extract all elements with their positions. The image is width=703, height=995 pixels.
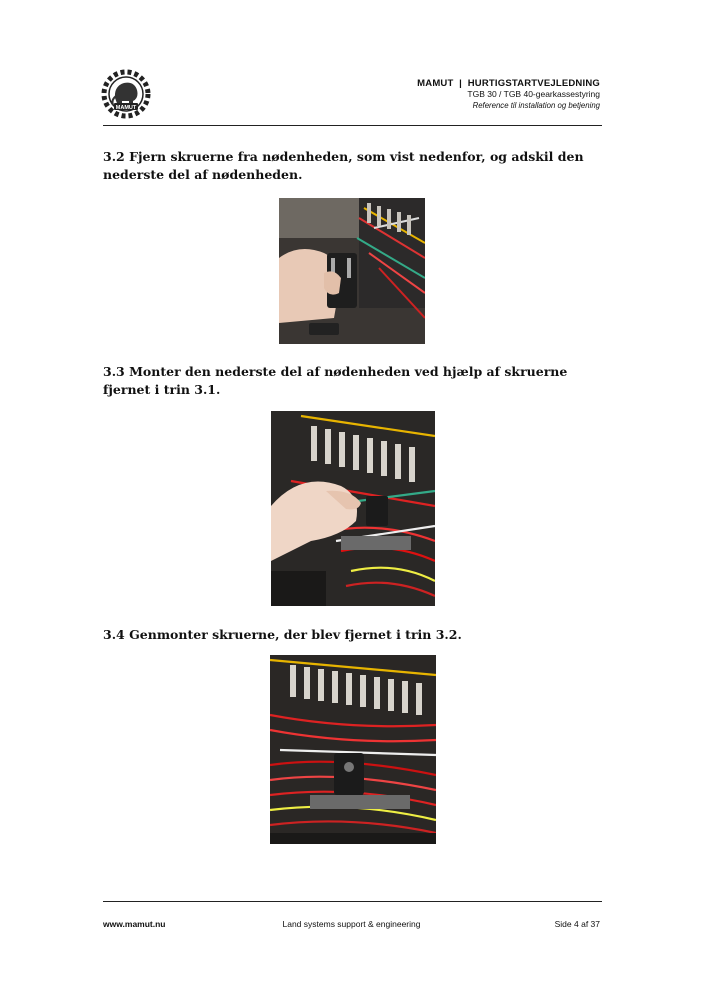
header-subtitle: TGB 30 / TGB 40-gearkassestyring [467,89,600,99]
header-title: MAMUT | HURTIGSTARTVEJLEDNING [417,78,600,89]
footer-page-number: Side 4 af 37 [554,919,600,929]
footer-tagline: Land systems support & engineering [282,919,421,929]
step-heading: 3.4 Genmonter skruerne, der blev fjernet i trin 3.2. [103,627,462,642]
header-reference: Reference til installation og betjening [472,101,600,110]
document-header [417,78,600,111]
footer-rule [103,901,602,902]
header-rule [103,125,602,126]
mamut-logo-icon [100,68,152,120]
footer-website-link[interactable]: www.mamut.nu [103,919,166,929]
step-photo-reassembled-unit [270,655,436,844]
svg-text:MAMUT: MAMUT [115,105,137,111]
step-photo-mounting-unit [271,411,435,606]
step-heading: 3.2 Fjern skruerne fra nødenheden, som vist nedenfor, og adskil den nederste del af nødenheden. [103,149,584,182]
step-heading: 3.3 Monter den nederste del af nødenheden ved hjælp af skruerne fjernet i trin 3.1. [103,364,568,397]
step-photo-hand-holding-unit [279,198,425,344]
